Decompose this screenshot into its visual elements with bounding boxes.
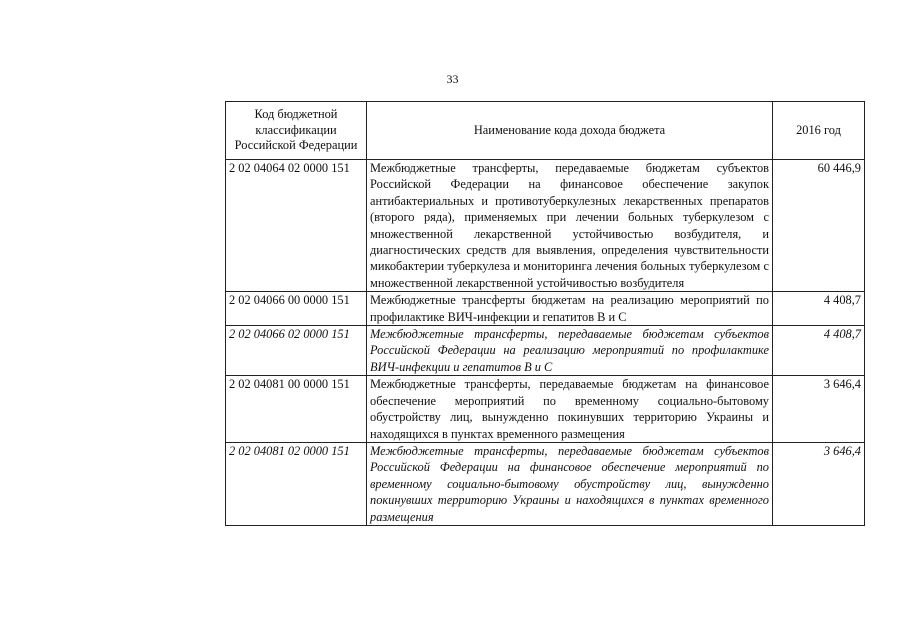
row-name: Межбюджетные трансферты, передаваемые бюджетам на финансовое обеспечение мероприятий по временному социально-бытовому обустройству лиц, вынужденно покинувших территорию Украины и находящихся в пунктах временного размещения	[367, 376, 773, 443]
header-name: Наименование кода дохода бюджета	[367, 102, 773, 160]
row-name: Межбюджетные трансферты, передаваемые бюджетам субъектов Российской Федерации на финансовое обеспечение мероприятий по временному социально-бытовому обустройству лиц, вынужденно покинувших территорию Украины и находящихся в пунктах временного размещения	[367, 442, 773, 525]
row-amount: 4 408,7	[773, 292, 865, 326]
row-amount: 3 646,4	[773, 442, 865, 525]
row-code: 2 02 04066 00 0000 151	[226, 292, 367, 326]
header-code: Код бюджетной классификации Российской Федерации	[226, 102, 367, 160]
row-amount: 3 646,4	[773, 376, 865, 443]
table-row	[226, 160, 865, 292]
budget-income-table	[225, 101, 865, 526]
table-header-row	[226, 102, 865, 160]
table-row	[226, 326, 865, 376]
row-code: 2 02 04081 00 0000 151	[226, 376, 367, 443]
page-number: 33	[446, 72, 459, 86]
row-code: 2 02 04066 02 0000 151	[226, 326, 367, 376]
header-year: 2016 год	[773, 102, 865, 160]
row-amount: 60 446,9	[773, 160, 865, 292]
table-row	[226, 442, 865, 525]
row-code: 2 02 04064 02 0000 151	[226, 160, 367, 292]
row-amount: 4 408,7	[773, 326, 865, 376]
table-row	[226, 292, 865, 326]
row-code: 2 02 04081 02 0000 151	[226, 442, 367, 525]
table-row	[226, 376, 865, 443]
row-name: Межбюджетные трансферты, передаваемые бюджетам субъектов Российской Федерации на финансовое обеспечение закупок антибактериальных и противотуберкулезных лекарственных препаратов (второго ряда), применяемых при лечении больных туберкулезом с множественной лекарственной устойчивостью возбудителя, и диагностических средств для выявления, определения чувствительности микобактерии туберкулеза и мониторинга лечения больных туберкулезом с множественной лекарственной устойчивостью возбудителя	[367, 160, 773, 292]
row-name: Межбюджетные трансферты бюджетам на реализацию мероприятий по профилактике ВИЧ-инфекции и гепатитов В и С	[367, 292, 773, 326]
row-name: Межбюджетные трансферты, передаваемые бюджетам субъектов Российской Федерации на реализацию мероприятий по профилактике ВИЧ-инфекции и гепатитов В и С	[367, 326, 773, 376]
